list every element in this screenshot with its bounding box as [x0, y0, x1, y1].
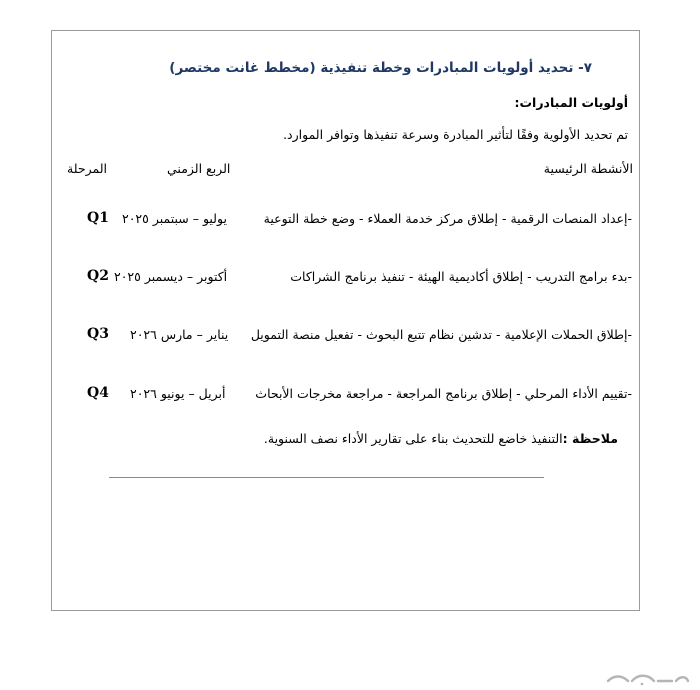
row-activities: -إطلاق الحملات الإعلامية - تدشين نظام تتبع البحوث - تفعيل منصة التمويل	[250, 327, 632, 342]
note-label: ملاحظة :	[562, 431, 618, 446]
row-phase: Q1	[87, 210, 109, 226]
row-phase: Q4	[87, 385, 109, 401]
row-quarter: يناير – مارس ٢٠٢٦	[130, 327, 229, 342]
divider-line	[109, 477, 544, 478]
column-header-quarter: الربع الزمني	[167, 161, 231, 176]
note-text: التنفيذ خاضع للتحديث بناء على تقارير الأداء نصف السنوية.	[263, 431, 563, 446]
row-activities: -إعداد المنصات الرقمية - إطلاق مركز خدمة العملاء - وضع خطة التوعية	[263, 211, 632, 226]
intro-paragraph: تم تحديد الأولوية وفقًا لتأثير المبادرة وسرعة تنفيذها وتوافر الموارد.	[283, 127, 628, 142]
section-heading: ٧- تحديد أولويات المبادرات وخطة تنفيذية (مخطط غانت مختصر)	[169, 60, 592, 76]
column-header-activities: الأنشطة الرئيسية	[543, 161, 633, 176]
row-quarter: يوليو – سبتمبر ٢٠٢٥	[122, 211, 227, 226]
note	[264, 431, 618, 446]
row-phase: Q2	[87, 268, 109, 284]
subheading: أولويات المبادرات:	[514, 95, 628, 110]
column-header-phase: المرحلة	[67, 161, 107, 176]
watermark-logo	[602, 670, 692, 686]
row-phase: Q3	[87, 326, 109, 342]
document-page	[51, 30, 640, 611]
row-activities: -تقييم الأداء المرحلي - إطلاق برنامج المراجعة - مراجعة مخرجات الأبحاث	[255, 386, 632, 401]
row-quarter: أكتوبر – ديسمبر ٢٠٢٥	[114, 269, 228, 284]
row-activities: -بدء برامج التدريب - إطلاق أكاديمية الهيئة - تنفيذ برنامج الشراكات	[290, 269, 632, 284]
row-quarter: أبريل – يونيو ٢٠٢٦	[130, 386, 226, 401]
